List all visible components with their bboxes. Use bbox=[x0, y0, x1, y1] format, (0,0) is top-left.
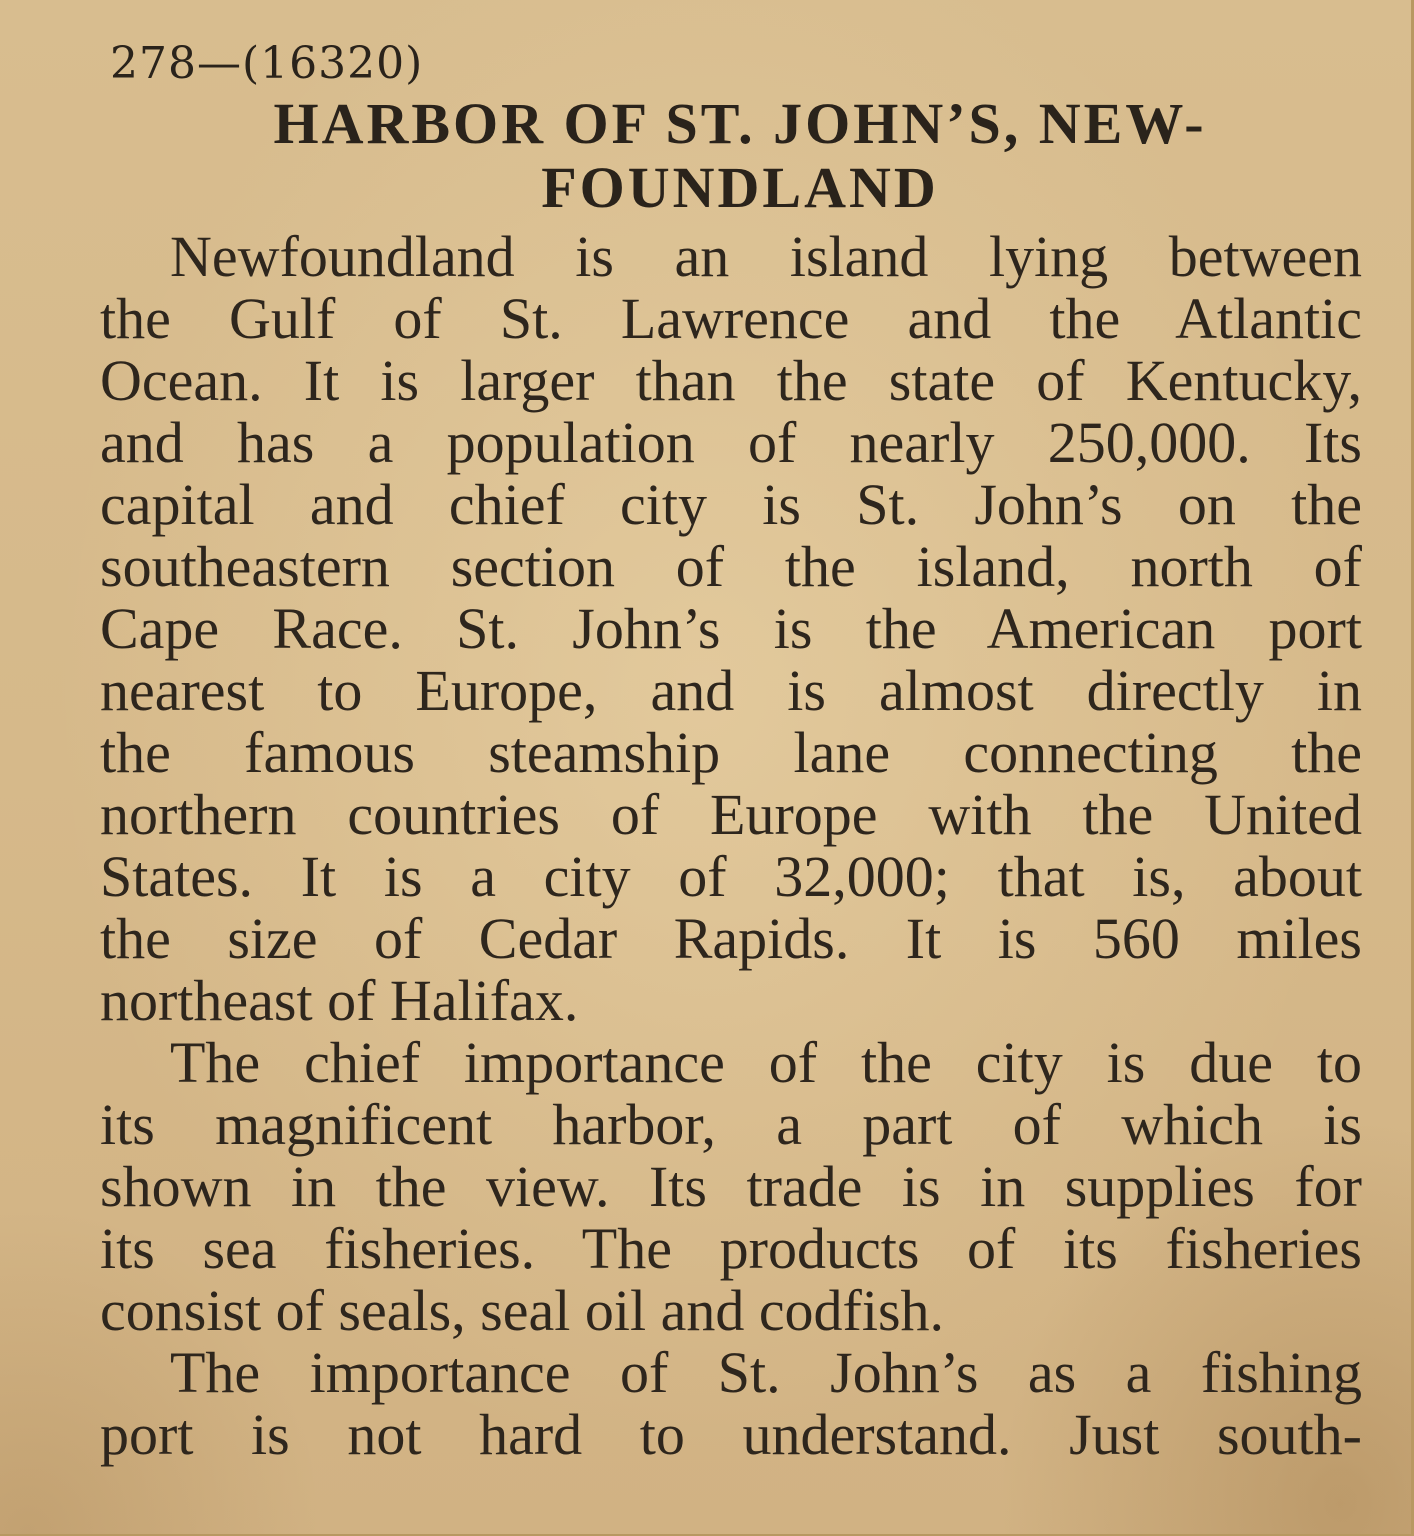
text-line: Cape Race. St. John’s is the American port bbox=[100, 596, 1362, 661]
title-line: HARBOR OF ST. JOHN’S, NEW- bbox=[273, 91, 1207, 156]
text-line: nearest to Europe, and is almost directly in bbox=[100, 658, 1362, 723]
card-number: 278—(16320) bbox=[110, 38, 424, 89]
paragraph-2 bbox=[100, 1032, 1362, 1342]
text-line: The chief importance of the city is due to bbox=[170, 1030, 1362, 1095]
text-line: The importance of St. John’s as a fishing bbox=[170, 1340, 1362, 1405]
title-line: FOUNDLAND bbox=[541, 155, 939, 220]
text-line: the famous steamship lane connecting the bbox=[100, 720, 1362, 785]
text-line: the Gulf of St. Lawrence and the Atlantic bbox=[100, 286, 1362, 351]
paragraph-1 bbox=[100, 226, 1362, 1032]
text-line: the size of Cedar Rapids. It is 560 miles bbox=[100, 906, 1362, 971]
body-text bbox=[100, 226, 1362, 1466]
text-line: northern countries of Europe with the United bbox=[100, 782, 1362, 847]
text-line: southeastern section of the island, north of bbox=[100, 534, 1362, 599]
text-line: port is not hard to understand. Just south- bbox=[100, 1402, 1362, 1467]
text-line: Ocean. It is larger than the state of Kentucky, bbox=[100, 348, 1362, 413]
card-title bbox=[120, 92, 1360, 220]
text-line: northeast of Halifax. bbox=[100, 968, 579, 1033]
text-line: and has a population of nearly 250,000. Its bbox=[100, 410, 1362, 475]
paragraph-3 bbox=[100, 1342, 1362, 1466]
text-line: capital and chief city is St. John’s on the bbox=[100, 472, 1362, 537]
text-line: consist of seals, seal oil and codfish. bbox=[100, 1278, 945, 1343]
text-line: Newfoundland is an island lying between bbox=[170, 224, 1362, 289]
text-line: its sea fisheries. The products of its fisheries bbox=[100, 1216, 1362, 1281]
text-line: its magnificent harbor, a part of which is bbox=[100, 1092, 1362, 1157]
text-line: shown in the view. Its trade is in supplies for bbox=[100, 1154, 1362, 1219]
text-line: States. It is a city of 32,000; that is, about bbox=[100, 844, 1362, 909]
